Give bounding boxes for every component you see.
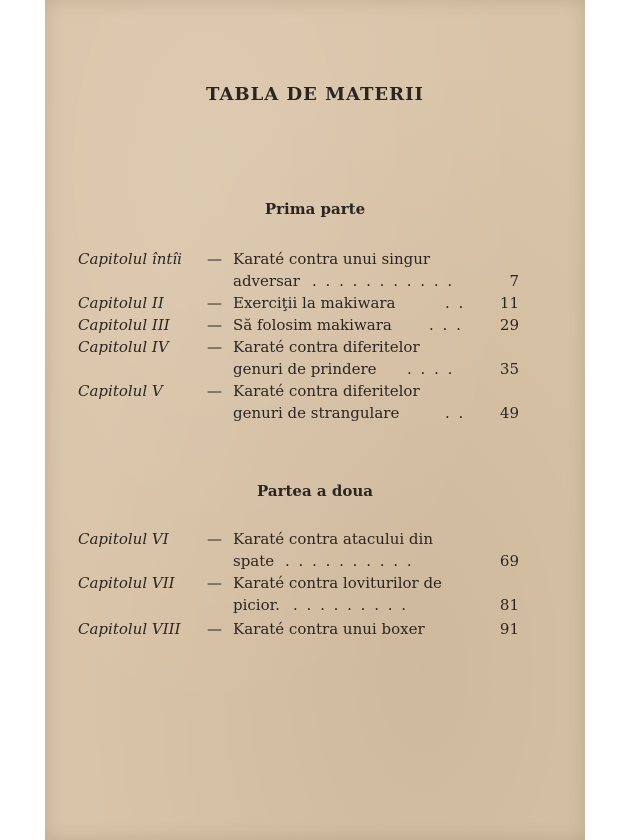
chapter-title-line-1: Să folosim makiwara <box>233 316 392 334</box>
dash: — <box>207 338 222 356</box>
chapter-label: Capitolul VII <box>78 574 175 592</box>
part-title-2: Partea a doua <box>257 482 373 500</box>
page-number: 81 <box>499 596 519 614</box>
dot-leader: . . . . . . . . . . . <box>312 272 455 290</box>
chapter-title-line-1: Exerciţii la makiwara <box>233 294 396 312</box>
chapter-label: Capitolul III <box>78 316 170 334</box>
chapter-title-line-1: Karaté contra unui singur <box>233 250 431 268</box>
chapter-label: Capitolul VIII <box>78 620 181 638</box>
page-number: 49 <box>499 404 519 422</box>
chapter-title-line-2: picior. <box>233 596 280 614</box>
chapter-title-line-1: Karaté contra diferitelor <box>233 382 420 400</box>
dash: — <box>207 574 222 592</box>
dot-leader: . . . <box>429 316 463 334</box>
page-number: 29 <box>499 316 519 334</box>
chapter-label: Capitolul întîi <box>78 250 182 268</box>
dash: — <box>207 294 222 312</box>
dash: — <box>207 316 222 334</box>
chapter-label: Capitolul V <box>78 382 163 400</box>
page-number: 7 <box>509 272 519 290</box>
dash: — <box>207 250 222 268</box>
dash: — <box>207 620 222 638</box>
chapter-title-line-2: genuri de prindere <box>233 360 377 378</box>
page-number: 91 <box>499 620 519 638</box>
page-title: TABLA DE MATERII <box>206 84 424 105</box>
page-number: 69 <box>499 552 519 570</box>
page-number: 35 <box>499 360 519 378</box>
dot-leader: . . . . <box>407 360 455 378</box>
dot-leader: . . . . . . . . . . <box>285 552 414 570</box>
chapter-title-line-2: genuri de strangulare <box>233 404 400 422</box>
chapter-label: Capitolul VI <box>78 530 169 548</box>
part-title-1: Prima parte <box>264 200 366 218</box>
dot-leader: . . . . . . . . . <box>293 596 409 614</box>
dash: — <box>207 382 222 400</box>
chapter-title-line-1: Karaté contra unui boxer <box>233 620 425 638</box>
chapter-title-line-2: adversar <box>233 272 300 290</box>
chapter-label: Capitolul II <box>78 294 164 312</box>
book-page <box>45 0 585 840</box>
chapter-title-line-1: Karaté contra diferitelor <box>233 338 420 356</box>
dot-leader: . . <box>445 294 466 312</box>
chapter-label: Capitolul IV <box>78 338 169 356</box>
dot-leader: . . <box>445 404 466 422</box>
page-number: 11 <box>499 294 519 312</box>
chapter-title-line-1: Karaté contra atacului din <box>233 530 433 548</box>
chapter-title-line-1: Karaté contra loviturilor de <box>233 574 442 592</box>
chapter-title-line-2: spate <box>233 552 275 570</box>
dash: — <box>207 530 222 548</box>
